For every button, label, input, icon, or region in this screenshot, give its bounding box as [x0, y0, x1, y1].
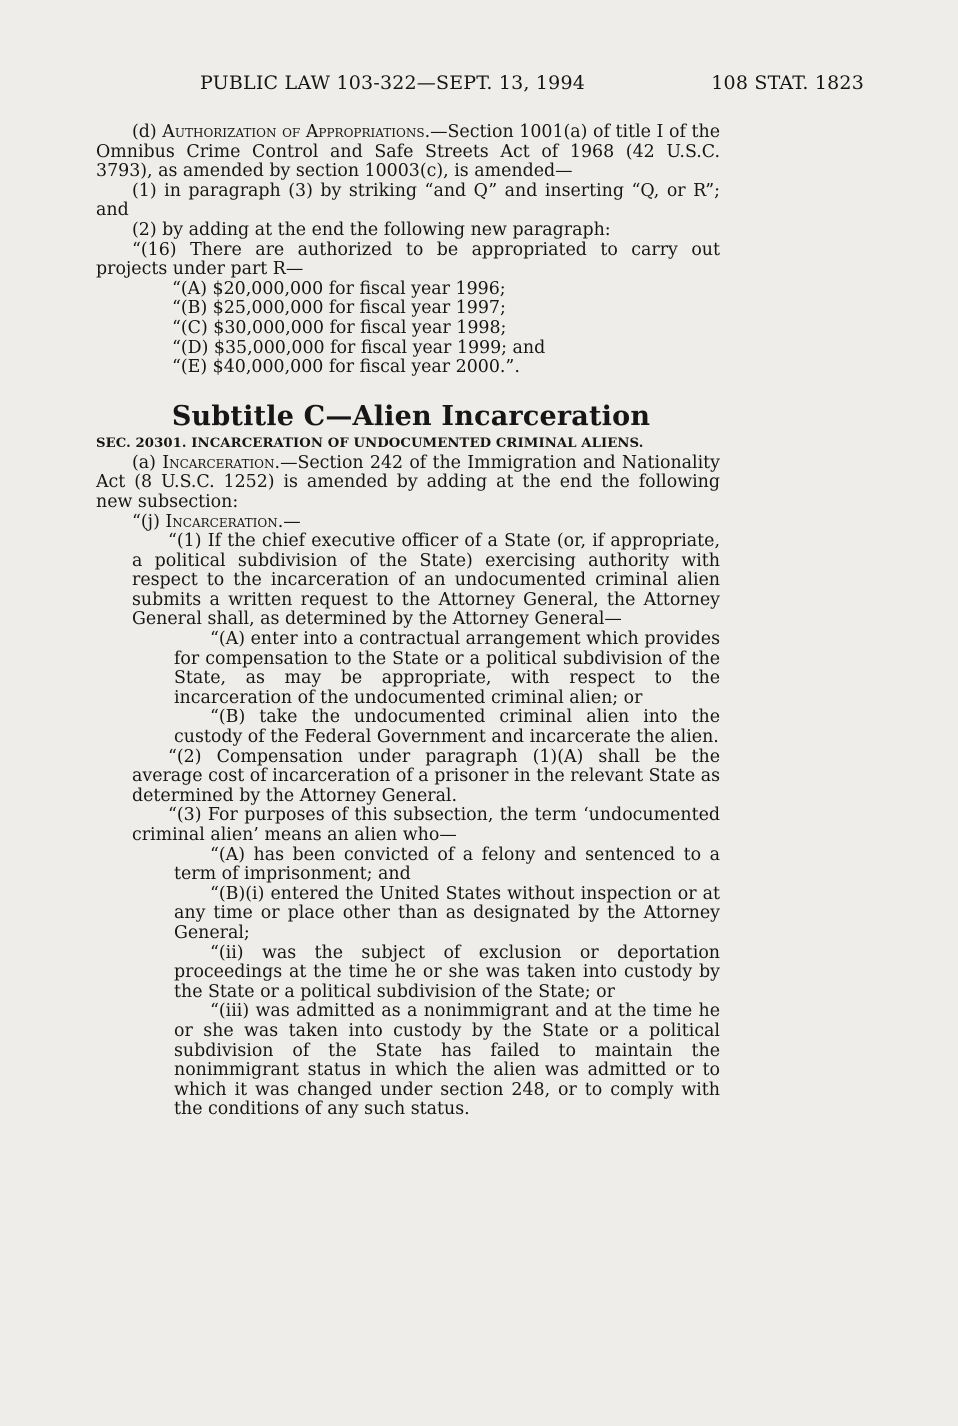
paragraph-1: “(1) If the chief executive officer of a State (or, if appropriate, a political subdivision of the State) exercising authority with respect to the incarceration of an undocumented criminal alien submits a written request to the Attorney General, the Attorney General shall, as determined by the Attorney General—: [132, 531, 720, 630]
header-citation: PUBLIC LAW 103-322—SEPT. 13, 1994: [200, 72, 586, 94]
paragraph-d-1: (1) in paragraph (3) by striking “and Q” and inserting “Q, or R”; and: [96, 180, 720, 221]
paragraph-1A: “(A) enter into a contractual arrangement which provides for compensation to the State or a political subdivision of the State, as may be appropriate, with respect to the incarceration of the undocumented criminal alien; or: [174, 629, 720, 708]
paragraph-2-3-block: [96, 748, 720, 846]
paragraph-3A: “(A) has been convicted of a felony and sentenced to a term of imprisonment; and: [174, 844, 720, 885]
paragraph-1-block: [96, 532, 720, 630]
paragraph-3: “(3) For purposes of this subsection, the term ‘undocumented criminal alien’ means an alien who—: [132, 805, 720, 845]
list-item: “(E) $40,000,000 for fiscal year 2000.”.: [172, 357, 520, 378]
paragraph-3-subitems: [96, 846, 720, 1120]
list-item: “(B) $25,000,000 for fiscal year 1997;: [172, 298, 506, 319]
paragraph-16: “(16) There are authorized to be appropriated to carry out projects under part R—: [96, 239, 720, 280]
subsection-j-heading: “(j) Incarceration.—: [132, 511, 301, 532]
paragraph-d-caption: Authorization of Appropriations.: [162, 122, 431, 142]
list-item: “(A) $20,000,000 for fiscal year 1996;: [172, 278, 506, 299]
paragraph-d-2: (2) by adding at the end the following new paragraph:: [132, 219, 611, 240]
subtitle-heading: Subtitle C—Alien Incarceration: [171, 400, 651, 432]
paragraph-1B: “(B) take the undocumented criminal alien into the custody of the Federal Government and incarcerate the alien.: [174, 707, 720, 748]
page-header: [200, 72, 864, 94]
paragraph-d: (d) Authorization of Appropriations.—Section 1001(a) of title I of the Omnibus Crime Control and Safe Streets Act of 1968 (42 U.S.C. 3793), as amended by section 10003(c), is amended—: [96, 122, 720, 182]
paragraph-3ii: “(ii) was the subject of exclusion or deportation proceedings at the time he or she was taken into custody by the State or a political subdivision of the State; or: [174, 942, 720, 1002]
paragraph-2: “(2) Compensation under paragraph (1)(A) shall be the average cost of incarceration of a prisoner in the relevant State as determined by the Attorney General.: [132, 746, 720, 806]
subsection-a: (a) Incarceration.—Section 242 of the Immigration and Nationality Act (8 U.S.C. 1252) is amended by adding at the end the following new subsection:: [96, 452, 720, 512]
list-item: “(C) $30,000,000 for fiscal year 1998;: [172, 317, 507, 338]
paragraph-3iii: “(iii) was admitted as a nonimmigrant and at the time he or she was taken into custody by the State or a political subdivision of the State has failed to maintain the nonimmigrant status in which the alien was admitted or to which it was changed under section 248, or to comply with the conditions of any such status.: [174, 1001, 720, 1120]
section-heading: SEC. 20301. INCARCERATION OF UNDOCUMENTED CRIMINAL ALIENS.: [96, 435, 644, 451]
document-body: [96, 123, 720, 1120]
paragraph-3Bi: “(B)(i) entered the United States without inspection or at any time or place other than as designated by the Attorney General;: [174, 883, 720, 943]
paragraph-1-subitems: [96, 630, 720, 748]
header-stat-page: 108 STAT. 1823: [711, 72, 864, 94]
list-item: “(D) $35,000,000 for fiscal year 1999; and: [172, 337, 546, 358]
subsection-a-caption: Incarceration.: [162, 452, 281, 473]
appropriations-list: [96, 280, 720, 378]
